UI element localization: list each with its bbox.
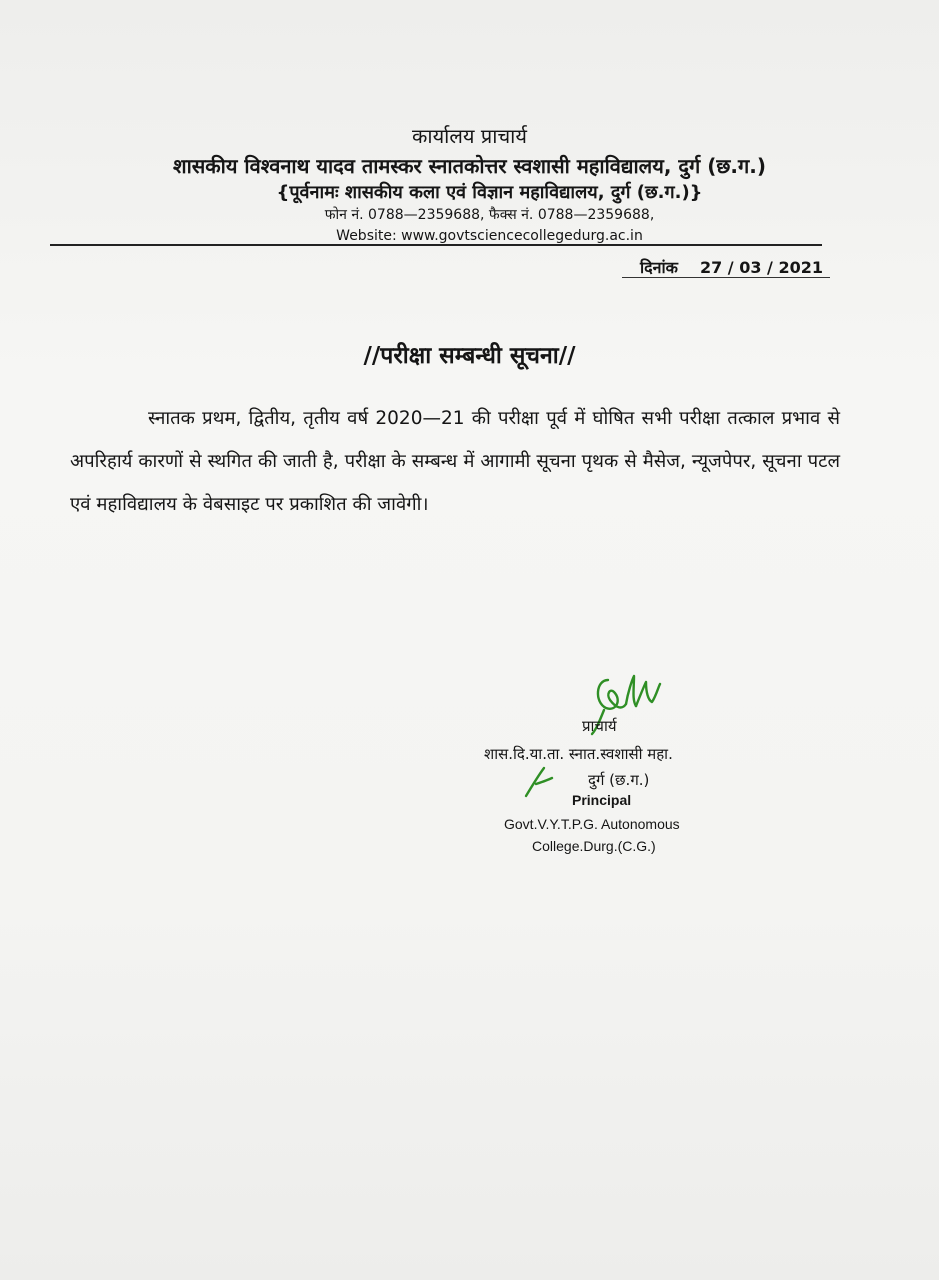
header-divider	[50, 244, 822, 246]
date-value: 27 / 03 / 2021	[699, 258, 823, 277]
date-label: दिनांक	[640, 258, 678, 277]
office-title: कार्यालय प्राचार्य	[412, 124, 527, 148]
date-underline	[622, 277, 830, 278]
signature-block	[470, 666, 770, 866]
college-name: शासकीय विश्वनाथ यादव तामस्कर स्नातकोत्तर स्वशासी महाविद्यालय, दुर्ग (छ.ग.)	[173, 154, 766, 178]
notice-body: स्नातक प्रथम, द्वितीय, तृतीय वर्ष 2020—21 की परीक्षा पूर्व में घोषित सभी परीक्षा तत्काल प्रभाव से अपरिहार्य कारणों से स्थगित की जाती है, परीक्षा के सम्बन्ध में आगामी सूचना पृथक से मैसेज, न्यूजपेपर, सूचना पटल एवं महाविद्यालय के वेबसाइट पर प्रकाशित की जावेगी।	[70, 408, 840, 515]
website-line: Website: www.govtsciencecollegedurg.ac.in	[336, 228, 643, 244]
stamp-college-english: Govt.V.Y.T.P.G. Autonomous	[504, 816, 680, 832]
stamp-place-hindi: दुर्ग (छ.ग.)	[588, 771, 650, 789]
former-name: {पूर्वनामः शासकीय कला एवं विज्ञान महाविद्यालय, दुर्ग (छ.ग.)}	[276, 182, 703, 203]
stamp-title-english: Principal	[572, 792, 632, 808]
stamp-place-english: College.Durg.(C.G.)	[532, 838, 656, 854]
notice-heading: //परीक्षा सम्बन्धी सूचना//	[363, 343, 576, 369]
signature-initial-mark	[518, 762, 558, 802]
stamp-college-hindi: शास.दि.या.ता. स्नात.स्वशासी महा.	[484, 745, 673, 763]
stamp-title-hindi: प्राचार्य	[582, 717, 617, 735]
contact-numbers: फोन नं. 0788—2359688, फैक्स नं. 0788—2359688,	[324, 207, 655, 223]
